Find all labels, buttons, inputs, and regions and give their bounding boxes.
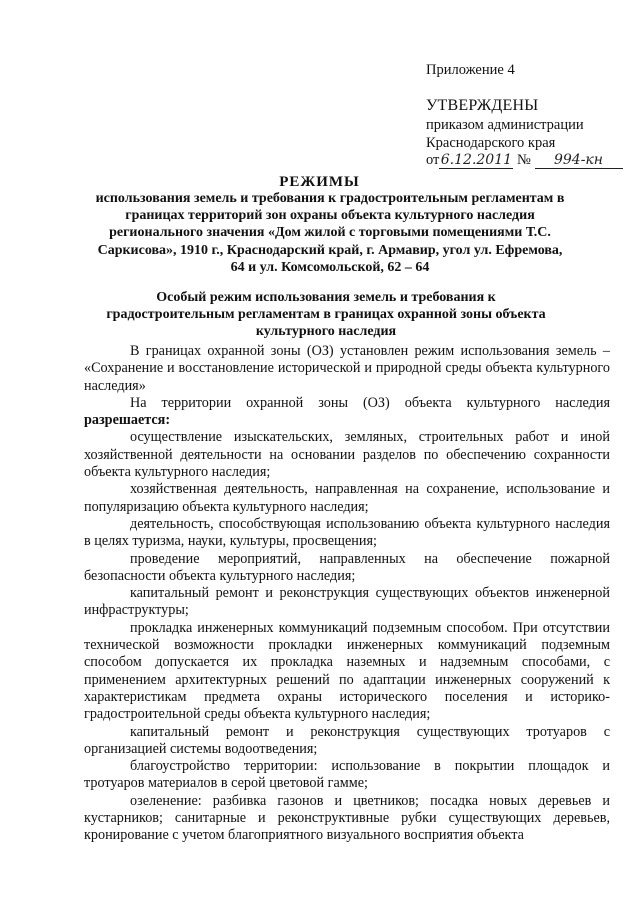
number-label: № — [517, 152, 531, 168]
document-subtitle: использования земель и требования к градостроительным регламентам в границах территорий зон охраны объекта культурного наследия регионального значения «Дом жилой с торговыми помещениями Т.С. Саркисова», 1910 г., Краснодарский край, г. Армавир, угол ул. Ефремова, 64 и ул. Комсомольской, 62 – 64 — [95, 191, 565, 275]
list-item: благоустройство территории: использование в покрытии площадок и тротуаров материалов в серой цветовой гамме; — [84, 758, 610, 792]
order-line-2: Краснодарского края — [426, 135, 556, 151]
paragraph-text: На территории охранной зоны (ОЗ) объекта культурного наследия — [130, 394, 610, 411]
list-item: прокладка инженерных коммуникаций подземным способом. При отсутствии технической возможности прокладки инженерных коммуникаций подземным способом допускается их прокладка наземных и надземным способами, с применением архитектурных решений по адаптации инженерных сооружений к характеристикам предмета охраны исторического поселения и историко-градостроительной среды объекта культурного наследия; — [84, 619, 610, 723]
handwritten-number: 994-кн — [535, 153, 623, 169]
paragraph-bold: разрешается: — [84, 412, 171, 429]
paragraph — [84, 395, 610, 430]
body-text — [84, 343, 610, 845]
approved-label: УТВЕРЖДЕНЫ — [426, 97, 539, 114]
list-item: деятельность, способствующая использованию объекта культурного наследия в целях туризма, науки, культуры, просвещения; — [84, 515, 610, 550]
handwritten-date: 6.12.2011 — [440, 152, 513, 168]
list-item: проведение мероприятий, направленных на обеспечение пожарной безопасности объекта культурного наследия; — [84, 550, 610, 584]
order-date-number — [426, 152, 623, 169]
list-item: капитальный ремонт и реконструкция существующих тротуаров с организацией системы водоотведения; — [84, 723, 610, 757]
list-item: осуществление изыскательских, земляных, строительных работ и иной хозяйственной деятельности на основании разделов по обеспечению сохранности объекта культурного наследия; — [84, 429, 610, 481]
date-prefix: от — [426, 152, 440, 168]
paragraph: В границах охранной зоны (ОЗ) установлен режим использования земель – «Сохранение и восстановление исторической и природной среды объекта культурного наследия» — [84, 343, 610, 394]
list-item: хозяйственная деятельность, направленная на сохранение, использование и популяризацию объекта культурного наследия; — [84, 481, 610, 515]
appendix-label: Приложение 4 — [426, 62, 515, 78]
document-title: РЕЖИМЫ — [279, 174, 360, 190]
order-line-1: приказом администрации — [426, 117, 584, 133]
section-heading: Особый режим использования земель и требования к градостроительным регламентам в границах охранной зоны объекта культурного наследия — [106, 290, 546, 340]
list-item: капитальный ремонт и реконструкция существующих объектов инженерной инфраструктуры; — [84, 585, 610, 619]
list-item: озеленение: разбивка газонов и цветников; посадка новых деревьев и кустарников; санитарные и реконструктивные рубки существующих деревьев, кронирование с учетом благоприятного визуального восприятия объекта — [84, 792, 610, 844]
